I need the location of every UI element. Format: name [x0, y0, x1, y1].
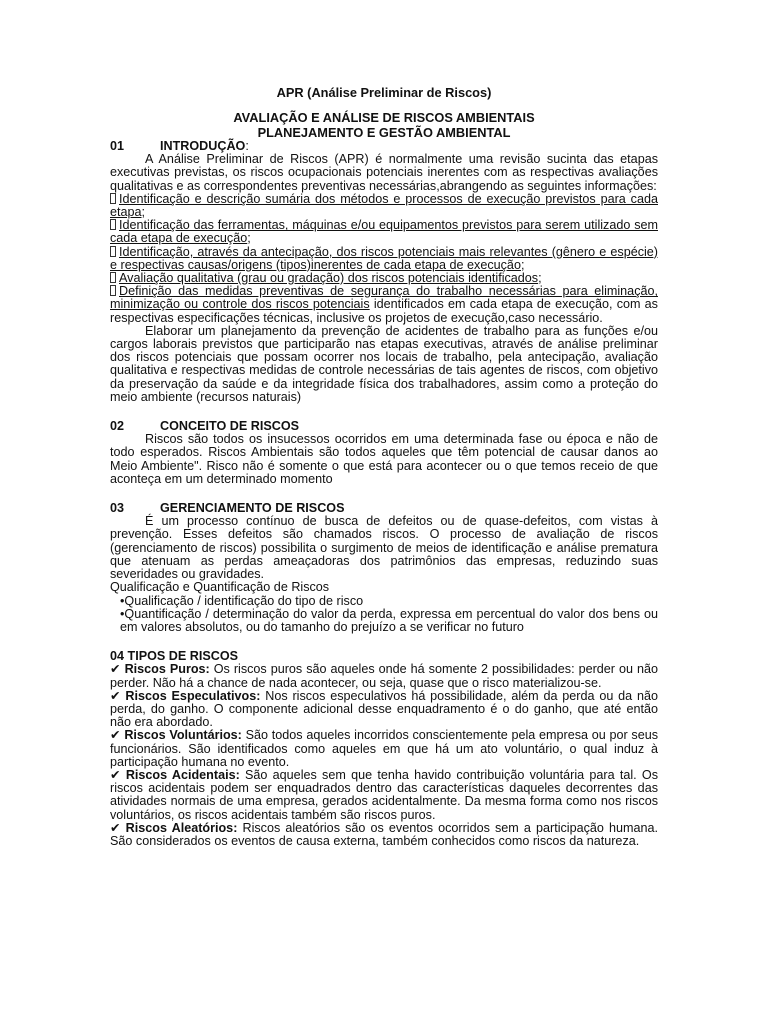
risk-type-item	[110, 769, 658, 822]
list-item-text: Identificação das ferramentas, máquinas e/ou equipamentos previstos para serem utilizado sem cada etapa de execução	[110, 218, 658, 246]
section-title: INTRODUÇÃO	[160, 139, 246, 153]
list-item-text: Identificação, através da antecipação, dos riscos potenciais mais relevantes (gênero e espécie) e respectivas causas/origens (tipos)inerentes de cada etapa de execução	[110, 244, 658, 272]
risk-type-label: Riscos Voluntários:	[124, 728, 242, 743]
section-colon: :	[245, 139, 249, 153]
risk-type-label: Riscos Acidentais:	[125, 767, 240, 782]
checkmark-icon: ✔	[110, 820, 121, 835]
section-title: CONCEITO DE RISCOS	[160, 419, 300, 434]
document-body	[110, 140, 658, 848]
list-item-end: ;	[247, 231, 251, 246]
risk-type-text: São aqueles sem que tenha havido contribuição voluntária para tal. Os riscos acidentais podem ser enquadrados dentro das características daqueles decorrentes das atividades normais de uma empresa, gerados acidentalmente. Da mesma forma como nos riscos voluntários, os riscos acidentais também são riscos puros.	[110, 767, 659, 822]
subheading-qualificacao: Qualificação e Quantificação de Riscos	[110, 580, 330, 595]
checkbox-glyph-icon	[110, 272, 116, 283]
section-title: GERENCIAMENTO DE RISCOS	[160, 501, 345, 516]
list-item	[110, 285, 658, 325]
risk-type-item	[110, 663, 658, 689]
checkbox-glyph-icon	[110, 219, 116, 230]
risk-type-text: Riscos aleatórios são os eventos ocorridos sem a participação humana. São considerados os eventos de causa externa, também conhecidos como riscos da natureza.	[110, 820, 659, 848]
document-subtitle-1: AVALIAÇÃO E ANÁLISE DE RISCOS AMBIENTAIS	[233, 110, 535, 125]
list-item-text: Identificação e descrição sumária dos métodos e processos de execução previstos para cada etapa	[110, 191, 658, 220]
list-item-end: ;	[538, 271, 542, 286]
document-subtitle-2: PLANEJAMENTO E GESTÃO AMBIENTAL	[257, 125, 511, 140]
section-heading-tipos: 04 TIPOS DE RISCOS	[110, 649, 239, 664]
risk-type-item	[110, 822, 658, 848]
list-item	[110, 193, 658, 219]
risk-type-label: Riscos Aleatórios:	[125, 820, 238, 835]
checkmark-icon: ✔	[110, 688, 121, 703]
risk-type-text: Os riscos puros são aqueles onde há somente 2 possibilidades: perder ou não perder. Não há a chance de nada acontecer, ou seja, quase que o risco materializou-se.	[110, 662, 658, 690]
list-item-text: Definição das medidas preventivas de segurança do trabalho necessárias para eliminação, minimização ou controle dos riscos potenciais	[110, 284, 658, 312]
gerenciamento-paragraph: É um processo contínuo de busca de defeitos ou de quase-defeitos, com vistas à prevenção. Esses defeitos são chamados riscos. O processo de avaliação de riscos (gerenciamento de riscos) possibilita o surgimento de meios de identificação e análise prematura que atenuam as perdas ameaçadoras dos patrimônios das empresas, reduzindo suas severidades ou gravidades.	[110, 514, 658, 582]
checkmark-icon: ✔	[110, 767, 121, 782]
bullet-item: •Qualificação / identificação do tipo de risco	[120, 593, 364, 608]
checkbox-glyph-icon	[110, 193, 116, 204]
checkbox-glyph-icon	[110, 285, 116, 296]
intro-paragraph: A Análise Preliminar de Riscos (APR) é normalmente uma revisão sucinta das etapas executivas previstas, os riscos ocupacionais potenciais inerentes com as respectivas avaliações qualitativas e as correspondentes preventivas necessárias,abrangendo as seguintes informações:	[110, 152, 658, 193]
risk-type-item	[110, 690, 658, 730]
risk-type-item	[110, 729, 658, 769]
list-item	[110, 219, 658, 245]
checkmark-icon: ✔	[110, 728, 121, 743]
document-title: APR (Análise Preliminar de Riscos)	[276, 85, 492, 100]
section-number: 03	[110, 501, 125, 516]
risk-type-text: São todos aqueles incorridos conscientemente pela empresa ou por seus funcionários. São identificados como aqueles em que há um ato voluntário, o qual induz à participação humana no evento.	[110, 728, 659, 769]
section-number: 01	[110, 139, 125, 153]
planning-paragraph: Elaborar um planejamento da prevenção de acidentes de trabalho para as funções e/ou cargos laborais previstos que participarão nas etapas executivas, através de análise preliminar dos riscos potenciais que possam ocorrer nos locais de trabalho, pela antecipação, avaliação qualitativa e respectivas medidas de controle necessárias de tais agentes de riscos, com objetivo da preservação da saúde e da integridade física dos trabalhadores, assim como a proteção do meio ambiente (recursos naturais)	[110, 323, 658, 404]
risk-type-label: Riscos Especulativos:	[125, 688, 261, 703]
checkbox-glyph-icon	[110, 246, 116, 257]
list-item-end: ;	[520, 257, 525, 272]
checkmark-icon: ✔	[110, 662, 121, 677]
list-item-end: ;	[141, 205, 146, 220]
bullet-item: •Quantificação / determinação do valor da perda, expressa em percentual do valor dos bens ou em valores absolutos, ou do tamanho do prejuízo a se verificar no futuro	[120, 606, 658, 634]
list-item	[110, 246, 658, 272]
list-item-end: identificados em cada etapa de execução, com as respectivas especificações técnicas, inclusive os projetos de execução,caso necessário.	[110, 297, 658, 325]
risk-type-label: Riscos Puros:	[124, 662, 210, 677]
risk-type-text: Nos riscos especulativos há possibilidade, além da perda ou da não perda, do ganho. O componente adicional desse enquadramento é o do ganho, que até então não era abordado.	[110, 688, 659, 730]
conceito-paragraph: Riscos são todos os insucessos ocorridos em uma determinada fase ou época e não de todo esperados. Riscos Ambientais são todos aqueles que têm potencial de causar danos ao Meio Ambiente". Risco não é somente o que está para acontecer ou o que temos receio de que aconteça em um determinado momento	[110, 432, 658, 486]
section-number: 02	[110, 419, 125, 434]
list-item-text: Avaliação qualitativa (grau ou gradação) dos riscos potenciais identificados	[119, 271, 539, 286]
